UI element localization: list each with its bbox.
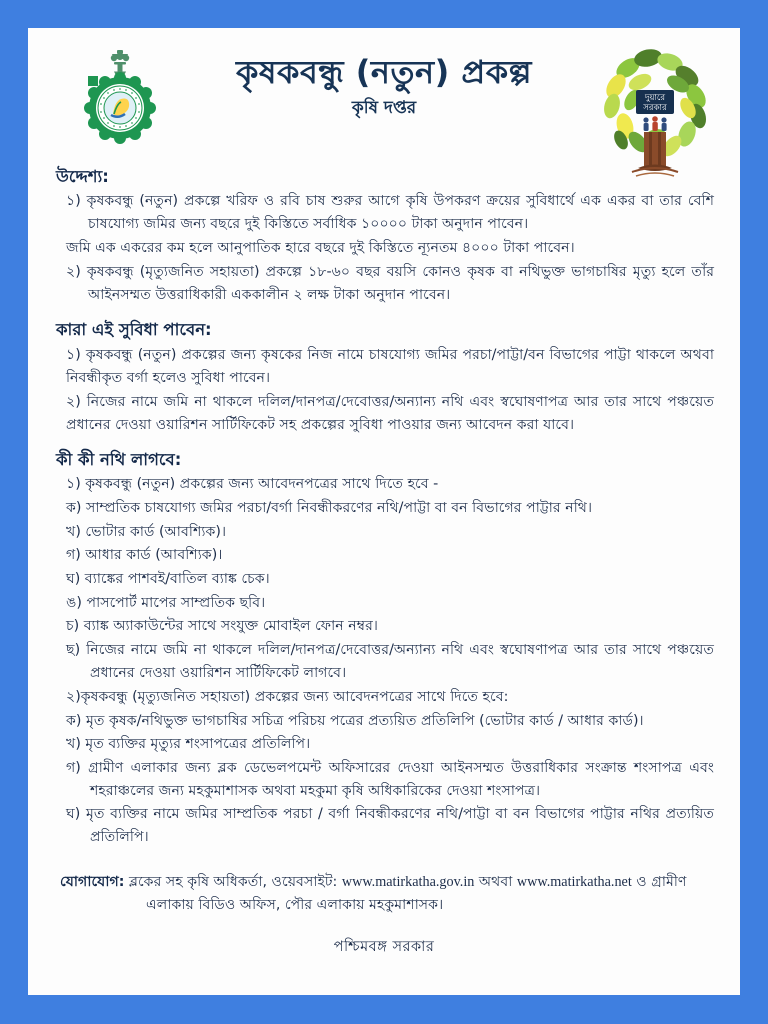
documents-group2-intro: ২)কৃষকবন্ধু (মৃত্যুজনিত সহায়তা) প্রকল্পের জন্য আবেদনপত্রের সাথে দিতে হবে: [66,688,509,705]
documents-group2-item-ga: গ) গ্রামীণ এলাকার জন্য ব্লক ডেভেলপমেন্ট অফিসারের দেওয়া আইনসম্মত উত্তরাধিকার সংক্রান্ত শংসাপত্র এবং শহরাঞ্চলের জন্য মহকুমাশাসক অথবা মহকুমা কৃষি অধিকারিকের দেওয়া শংসাপত্র। [66,759,714,799]
page-subtitle: কৃষি দপ্তর [351,97,417,118]
documents-group1-item-ga: গ) আধার কার্ড (আবশ্যিক)। [66,547,223,564]
eligibility-item-1: ১) কৃষকবন্ধু (নতুন) প্রকল্পের জন্য কৃষকের নিজ নামে চাষযোগ্য জমির পরচা/পাট্টা/বন বিভাগের পাট্টা থাকলে অথবা নিবন্ধীকৃত বর্গা হলেও সুবিধা পাবেন। [66,346,714,386]
tree-logo-sign-line2: সরকার [643,103,667,113]
poster-page [28,28,740,995]
section-heading-eligibility: কারা এই সুবিধা পাবেন: [56,320,212,340]
documents-group1-intro: ১) কৃষকবন্ধু (নতুন) প্রকল্পের জন্য আবেদনপত্রের সাথে দিতে হবে - [66,475,439,492]
objective-item-2: ২) কৃষকবন্ধু (মৃত্যুজনিত সহায়তা) প্রকল্পে ১৮-৬০ বছর বয়সি কোনও কৃষক বা নথিভুক্ত ভাগচাষির মৃত্যু হলে তাঁর আইনসম্মত উত্তরাধিকারী এককালীন ২ লক্ষ টাকা অনুদান পাবেন। [66,264,714,304]
contact-url-secondary[interactable]: www.matirkatha.net [516,873,632,890]
documents-group2-item-gha: ঘ) মৃত ব্যক্তির নামে জমির সাম্প্রতিক পরচা / বর্গা নিবন্ধীকরণের নথি/পাট্টা বা বন বিভাগের পাট্টার নথির প্রত্যয়িত প্রতিলিপি। [66,806,714,846]
documents-group1-item-gha: ঘ) ব্যাঙ্কের পাশবই/বাতিল ব্যাঙ্ক চেক। [66,570,270,587]
documents-group1-item-chha: ছ) নিজের নামে জমি না থাকলে দলিল/দানপত্র/দেবোত্তর/অন্যান্য নথি এবং স্বঘোষণাপত্র আর তার সাথে পঞ্চয়েত প্রধানের দেওয়া ওয়ারিশন সার্টিফিকেট লাগবে। [66,642,714,681]
documents-group1-item-cha: চ) ব্যাঙ্ক অ্যাকাউন্টের সাথে সংযুক্ত মোবাইল ফোন নম্বর। [66,618,378,635]
objective-item-1-continued: জমি এক একরের কম হলে আনুপাতিক হারে বছরে দুই কিস্তিতে ন্যূনতম ৪০০০ টাকা পাবেন। [66,240,575,257]
poster-header [28,28,740,160]
contact-label: যোগাযোগ: [60,873,125,890]
contact-line-2: ও গ্রামীণ এলাকায় বিডিও অফিস, পৌর এলাকায় মহকুমাশাসক। [146,873,687,913]
documents-group1-item-una: ঙ) পাসপোর্ট মাপের সাম্প্রতিক ছবি। [66,594,266,611]
eligibility-item-2: ২) নিজের নামে জমি না থাকলে দলিল/দানপত্র/দেবোত্তর/অন্যান্য নথি এবং স্বঘোষণাপত্র আর তার সাথে পঞ্চয়েত প্রধানের দেওয়া ওয়ারিশন সার্টিফিকেট সহ প্রকল্পের সুবিধা পাওয়ার জন্য আবেদন করা যাবে। [66,393,714,433]
documents-group1-item-ka: ক) সাম্প্রতিক চাষযোগ্য জমির পরচা/বর্গা নিবন্ধীকরণের নথি/পাট্টা বা বন বিভাগের পাট্টার নথি। [66,499,593,516]
title-block [28,54,740,123]
section-heading-documents: কী কী নথি লাগবে: [56,449,182,469]
government-footer: পশ্চিমবঙ্গ সরকার [333,939,435,956]
documents-group2-item-ka: ক) মৃত কৃষক/নথিভুক্ত ভাগচাষির সচিত্র পরিচয় পত্রের প্রত্যয়িত প্রতিলিপি (ভোটার কার্ড / আধার কার্ড)। [66,712,644,729]
contact-url-separator: অথবা [474,873,517,890]
contact-url-primary[interactable]: www.matirkatha.gov.in [341,873,475,890]
contact-block [60,871,714,916]
documents-group2-item-kha: খ) মৃত ব্যক্তির মৃত্যুর শংসাপত্রের প্রতিলিপি। [66,736,311,753]
objective-item-1: ১) কৃষকবন্ধু (নতুন) প্রকল্পে খরিফ ও রবি চাষ শুরুর আগে কৃষি উপকরণ ক্রয়ের সুবিধার্থে এক একর বা তার বেশি চাষযোগ্য জমির জন্য বছরে দুই কিস্তিতে সর্বাধিক ১০০০০ টাকা অনুদান পাবেন। [66,193,714,233]
poster-content [28,160,740,960]
tree-logo-sign-line1: দুয়ারে [644,93,666,103]
page-title: কৃষকবন্ধু (নতুন) প্রকল্প [236,53,532,91]
section-heading-objective: উদ্দেশ্য: [56,167,109,186]
documents-group1-item-kha: খ) ভোটার কার্ড (আবশ্যিক)। [66,523,227,540]
contact-office-prefix: ব্লকের সহ কৃষি অধিকর্তা, ওয়েবসাইট: [128,873,342,890]
